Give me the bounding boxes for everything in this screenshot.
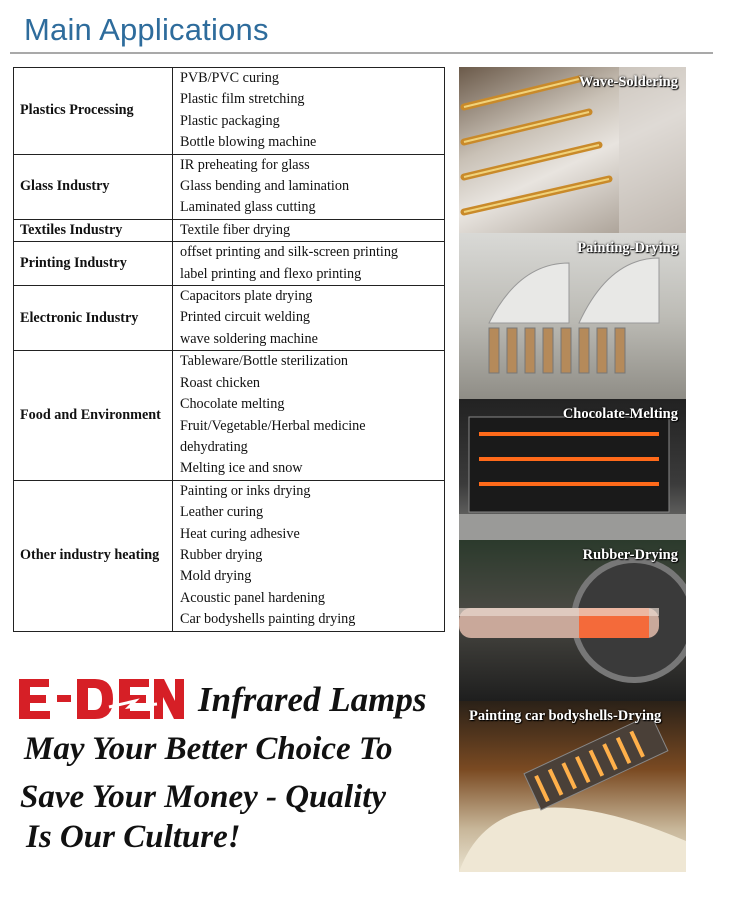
slogan-line-2: Save Your Money - Quality [20, 779, 387, 815]
application-item: Printed circuit welding [180, 309, 311, 326]
photo-rubber-drying [459, 540, 686, 701]
page-title: Main Applications [24, 12, 269, 47]
items-cell [173, 242, 445, 286]
table-row [14, 68, 445, 155]
title-divider [10, 52, 713, 54]
application-item: Acoustic panel hardening [180, 589, 325, 606]
photo-caption: Chocolate-Melting [562, 406, 678, 422]
application-item: Bottle blowing machine [180, 134, 317, 151]
category-cell: Printing Industry [14, 242, 173, 286]
table-row [14, 351, 445, 480]
category-cell: Electronic Industry [14, 286, 173, 351]
photo-caption: Rubber-Drying [582, 547, 678, 563]
applications-table-body [14, 68, 445, 632]
application-item: IR preheating for glass [180, 156, 310, 173]
items-cell [173, 154, 445, 219]
category-cell: Textiles Industry [14, 219, 173, 241]
items-cell [173, 286, 445, 351]
items-cell [173, 480, 445, 631]
application-item: Capacitors plate drying [180, 288, 313, 305]
application-item: dehydrating [180, 438, 248, 455]
application-item: label printing and flexo printing [180, 265, 362, 282]
table-row [14, 480, 445, 631]
category-cell: Plastics Processing [14, 68, 173, 155]
photo-painting-drying [459, 233, 686, 399]
painting-drying-image [459, 233, 686, 399]
application-item: Mold drying [180, 568, 252, 585]
eden-logo [17, 677, 185, 726]
application-item: Fruit/Vegetable/Herbal medicine [180, 417, 366, 434]
tagline: Infrared Lamps [198, 680, 427, 719]
photo-car-bodyshells-drying [459, 701, 686, 872]
application-item: Roast chicken [180, 374, 260, 391]
items-cell [173, 351, 445, 480]
wave-soldering-image [459, 67, 686, 233]
application-item: Painting or inks drying [180, 482, 311, 499]
items-cell [173, 219, 445, 241]
photo-wave-soldering [459, 67, 686, 233]
slogan-line-1: May Your Better Choice To [24, 731, 393, 767]
category-cell: Glass Industry [14, 154, 173, 219]
table-row [14, 286, 445, 351]
table-row [14, 154, 445, 219]
photo-chocolate-melting [459, 399, 686, 540]
photo-caption: Painting-Drying [577, 240, 678, 256]
photo-caption: Wave-Soldering [578, 74, 678, 90]
application-item: Plastic film stretching [180, 91, 305, 108]
application-item: Tableware/Bottle sterilization [180, 353, 349, 370]
application-item: Car bodyshells painting drying [180, 611, 356, 628]
photo-caption: Painting car bodyshells-Drying [469, 708, 662, 724]
eden-logo-mark [17, 677, 185, 721]
application-item: Rubber drying [180, 546, 263, 563]
application-item: Glass bending and lamination [180, 178, 350, 195]
application-item: Melting ice and snow [180, 460, 303, 477]
application-item: wave soldering machine [180, 330, 318, 347]
applications-table [13, 67, 445, 632]
slogan-line-3: Is Our Culture! [26, 819, 241, 855]
table-row [14, 219, 445, 241]
rubber-drying-image [459, 540, 686, 701]
items-cell [173, 68, 445, 155]
application-item: Leather curing [180, 504, 264, 521]
car-bodyshells-drying-image [459, 701, 686, 872]
application-item: Laminated glass cutting [180, 199, 316, 216]
category-cell: Food and Environment [14, 351, 173, 480]
application-item: Textile fiber drying [180, 221, 291, 238]
category-cell: Other industry heating [14, 480, 173, 631]
table-row [14, 242, 445, 286]
application-item: Heat curing adhesive [180, 525, 300, 542]
application-item: Chocolate melting [180, 396, 285, 413]
application-item: PVB/PVC curing [180, 70, 279, 86]
application-item: offset printing and silk-screen printing [180, 244, 399, 261]
application-item: Plastic packaging [180, 112, 280, 129]
